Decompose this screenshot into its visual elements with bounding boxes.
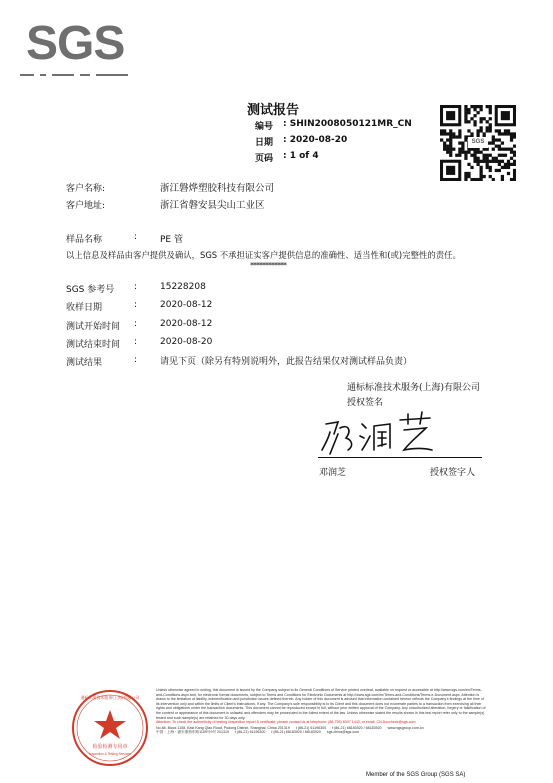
- sgs-reference-colon: :: [134, 282, 138, 292]
- report-date-value: : 2020-08-20: [283, 135, 348, 145]
- seal-graphic: [62, 688, 158, 768]
- signature-line: [318, 457, 482, 458]
- signer-title: 授权签字人: [430, 468, 476, 478]
- separator-stars: ************: [250, 261, 286, 270]
- phone-2: t (86-21) 61196300: [235, 730, 266, 735]
- legal-body: Unless otherwise agreed in writing, this document is issued by the Company subject to its General Conditions of Service printed overleaf, available on request or accessible at http://www.sgs.com/en/Terms-and-Conditions.aspx and, for electronic format documents, subject to Terms and Conditions for Electronic Documents at http://www.sgs.com/en/Terms-and-Conditions/Terms-e-Document.aspx. Attention is drawn to the limitation of liability, indemnification and jurisdiction issues defined therein. Any holder of this document is advised that information contained hereon reflects the Company's findings at the time of its intervention only and within the limits of Client's instructions, if any. The Company's sole responsibility is to its Client and this document does not exonerate parties to a transaction from exercising all their rights and obligations under the transaction documents. This document cannot be reproduced except in full, without prior written approval of the Company. Any unauthorized alteration, forgery or falsification of the content or appearance of this document is unlawful and offenders may be prosecuted to the fullest extent of the law. Unless otherwise stated the results shown in this test report refer only to the sample(s) tested and such sample(s) are retained for 30 days only.: [156, 688, 486, 720]
- sgs-reference-label: SGS 参考号: [66, 285, 115, 295]
- test-start-colon: :: [134, 319, 138, 329]
- signature-graphic: [318, 410, 438, 460]
- svg-text:Inspection & Testing Services: Inspection & Testing Services: [89, 752, 131, 756]
- client-name-value: 浙江磐烨塑胶科技有限公司: [160, 183, 275, 194]
- signing-company: 通标标准技术服务(上海)有限公司: [347, 383, 481, 393]
- receive-date-label: 收样日期: [66, 303, 103, 313]
- client-name-label: 客户名称:: [66, 184, 106, 194]
- report-date-label: 日期: [255, 138, 274, 148]
- sgs-logo: [20, 18, 128, 84]
- disclaimer-text: 以上信息及样品由客户提供及确认，SGS 不承担证实客户提供信息的准确性、适当性和(或)完整性的责任。: [66, 250, 461, 260]
- member-of-sgs: Member of the SGS Group (SGS SA): [366, 772, 466, 778]
- test-end-colon: :: [134, 337, 138, 347]
- svg-text:检验检测专用章: 检验检测专用章: [92, 744, 128, 750]
- client-address-value: 浙江省磐安县尖山工业区: [160, 200, 265, 211]
- test-result-label: 测试结果: [66, 358, 103, 368]
- report-number-label: 编号: [255, 122, 274, 132]
- sgs-logo-text: SGS: [26, 17, 125, 70]
- report-number-value: : SHIN2008050121MR_CN: [283, 119, 412, 129]
- test-result-value: 请见下页（除另有特别说明外，此报告结果仅对测试样品负责）: [160, 357, 413, 367]
- address-cn: 中国・上海・浦东康桥东路1159号9号 201319: [156, 730, 230, 735]
- authorized-signature-label: 授权签名: [347, 398, 384, 408]
- phone-1: t (86-21) 61196300: [295, 725, 327, 730]
- sample-name-value: PE 管: [160, 235, 183, 245]
- test-end-label: 测试结束时间: [66, 340, 121, 350]
- test-end-value: 2020-08-20: [160, 337, 213, 347]
- sgs-reference-value: 15228208: [160, 282, 206, 292]
- test-start-label: 测试开始时间: [66, 322, 121, 332]
- official-seal: [62, 688, 158, 768]
- sgs-logo-underline: [20, 74, 128, 82]
- handwritten-signature: [318, 410, 438, 460]
- test-start-value: 2020-08-12: [160, 319, 213, 329]
- svg-text:通标标准技术服务(上海)有限公司: 通标标准技术服务(上海)有限公司: [80, 695, 140, 700]
- qr-code: [440, 105, 516, 181]
- report-page-value: : 1 of 4: [283, 151, 319, 161]
- report-page-label: 页码: [255, 154, 274, 164]
- report-title: 测试报告: [247, 103, 300, 118]
- receive-date-colon: :: [134, 300, 138, 310]
- legal-terms: [156, 688, 486, 735]
- authenticity-notice: Attention: To check the authenticity of testing /inspection report & certificate, please contact us at telephone: (86-755) 8307 1443, or email: CN.Doccheck@sgs.com: [156, 720, 416, 725]
- address-en: No.88, Block 1108, East Kang Qiao Road, Pudong District, Shanghai, China 201319: [156, 725, 290, 730]
- signer-name: 邓润芝: [319, 468, 347, 478]
- web-2: sgs.china@sgs.com: [326, 730, 360, 735]
- sample-name-colon: :: [134, 232, 138, 242]
- receive-date-value: 2020-08-12: [160, 300, 213, 310]
- qr-center-label: SGS: [468, 137, 488, 148]
- fax-1: f (86-21) 68183920 / 68183920: [332, 725, 382, 730]
- sample-name-label: 样品名称: [66, 235, 103, 245]
- fax-2: f (86-21) 68183920 / 68183920: [271, 730, 321, 735]
- client-address-label: 客户地址:: [66, 201, 106, 211]
- web-1: www.sgsgroup.com.cn: [387, 725, 424, 730]
- test-result-colon: :: [134, 355, 138, 365]
